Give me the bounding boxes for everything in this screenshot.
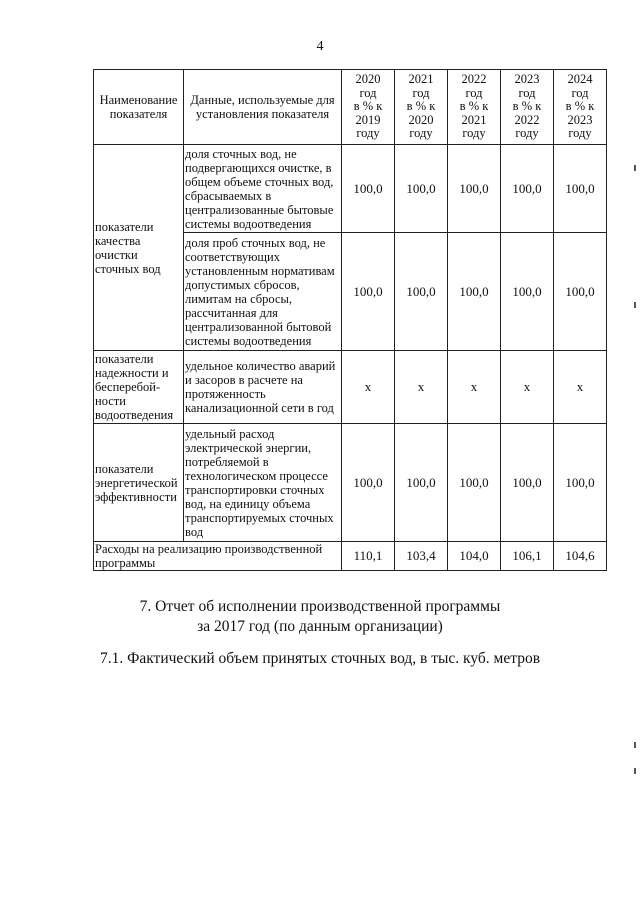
- value-cell: х: [554, 351, 607, 424]
- table-row-expenses: [94, 542, 607, 571]
- value-cell: 100,0: [501, 424, 554, 542]
- scan-edge-mark: [634, 768, 636, 774]
- value-cell: х: [448, 351, 501, 424]
- header-year-2023: 2023 год в % к 2022 году: [501, 70, 554, 145]
- scan-edge-mark: [634, 302, 636, 308]
- header-year-2024: 2024 год в % к 2023 году: [554, 70, 607, 145]
- scan-edge-mark: [634, 165, 636, 171]
- value-cell: 100,0: [448, 424, 501, 542]
- source-accidents: удельное количество аварий и засоров в расчете на протяженность канализационной сети в год: [184, 351, 342, 424]
- source-untreated-share: доля сточных вод, не подвергающихся очистке, в общем объеме сточных вод, сбрасываемых в централизованные бытовые системы водоотведения: [184, 145, 342, 233]
- value-cell: 100,0: [395, 145, 448, 233]
- value-cell: 100,0: [554, 145, 607, 233]
- value-cell: 100,0: [448, 233, 501, 351]
- value-cell: 100,0: [395, 424, 448, 542]
- value-cell: 103,4: [395, 542, 448, 571]
- table-row-energy: [94, 424, 607, 542]
- header-source-data: Данные, используемые для установления показателя: [184, 70, 342, 145]
- value-cell: х: [501, 351, 554, 424]
- value-cell: х: [395, 351, 448, 424]
- header-year-2020: 2020 год в % к 2019 году: [342, 70, 395, 145]
- value-cell: 100,0: [448, 145, 501, 233]
- header-year-2021: 2021 год в % к 2020 году: [395, 70, 448, 145]
- value-cell: х: [342, 351, 395, 424]
- indicator-quality: показатели качества очистки сточных вод: [94, 145, 184, 351]
- table-row-quality-1: [94, 145, 607, 233]
- page-number: 4: [316, 39, 324, 54]
- value-cell: 100,0: [554, 424, 607, 542]
- source-electricity: удельный расход электрической энергии, потребляемой в технологическом процессе транспортировки сточных вод, на единицу объема транспортируемых сточных вод: [184, 424, 342, 542]
- value-cell: 100,0: [342, 233, 395, 351]
- value-cell: 100,0: [501, 145, 554, 233]
- expenses-label: Расходы на реализацию производственной программы: [94, 542, 342, 571]
- value-cell: 104,6: [554, 542, 607, 571]
- table-header-row: [94, 70, 607, 145]
- source-samples-share: доля проб сточных вод, не соответствующих установленным нормативам допустимых сбросов, лимитам на сбросы, рассчитанная для централизованной бытовой системы водоотведения: [184, 233, 342, 351]
- value-cell: 110,1: [342, 542, 395, 571]
- header-year-2022: 2022 год в % к 2021 году: [448, 70, 501, 145]
- header-indicator-name: Наименование показателя: [94, 70, 184, 145]
- section-title-line-1: 7. Отчет об исполнении производственной программы: [139, 598, 501, 615]
- section-title: [0, 597, 640, 637]
- value-cell: 100,0: [342, 424, 395, 542]
- value-cell: 106,1: [501, 542, 554, 571]
- value-cell: 100,0: [554, 233, 607, 351]
- value-cell: 100,0: [501, 233, 554, 351]
- table-row-reliability: [94, 351, 607, 424]
- indicator-reliability: показатели надежности и бесперебой-ности водоотведения: [94, 351, 184, 424]
- section-title-line-2: за 2017 год (по данным организации): [197, 618, 443, 635]
- value-cell: 100,0: [395, 233, 448, 351]
- scan-edge-mark: [634, 742, 636, 748]
- value-cell: 104,0: [448, 542, 501, 571]
- indicator-energy: показатели энергетической эффективности: [94, 424, 184, 542]
- value-cell: 100,0: [342, 145, 395, 233]
- subsection-title: 7.1. Фактический объем принятых сточных вод, в тыс. куб. метров: [99, 650, 541, 667]
- production-program-table: [93, 69, 607, 571]
